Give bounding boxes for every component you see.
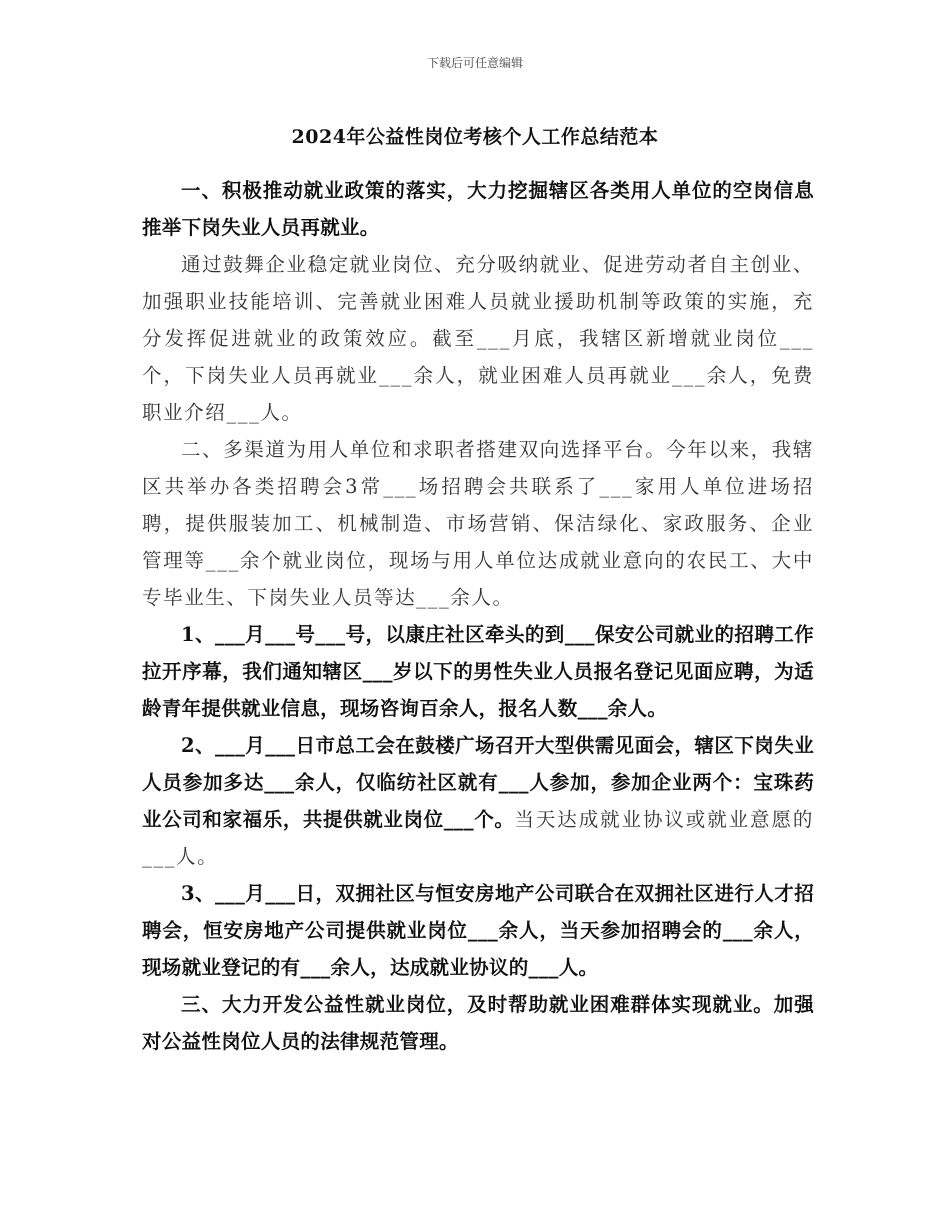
section-heading-3: 三、大力开发公益性就业岗位，及时帮助就业困难群体实现就业。加强对公益性岗位人员的法律规范管理。	[142, 993, 814, 1053]
section-heading-1: 一、积极推动就业政策的落实，大力挖掘辖区各类用人单位的空岗信息推举下岗失业人员再就业。	[142, 179, 814, 239]
paragraph-item-2-tail: 当天达成就业协议或就业意愿的___人。	[142, 808, 814, 868]
page-header: 下载后可任意编辑	[426, 56, 523, 70]
document-title: 2024年公益性岗位考核个人工作总结范本	[291, 126, 659, 148]
paragraph-item-3: 3、___月___日，双拥社区与恒安房地产公司联合在双拥社区进行人才招聘会，恒安房地产公司提供就业岗位___余人，当天参加招聘会的___余人，现场就业登记的有___余人，达成就业协议的___人。	[142, 882, 814, 979]
paragraph-section-2: 二、多渠道为用人单位和求职者搭建双向选择平台。今年以来，我辖区共举办各类招聘会3常___场招聘会共联系了___家用人单位进场招聘，提供服装加工、机械制造、市场营销、保洁绿化、家政服务、企业管理等___余个就业岗位，现场与用人单位达成就业意向的农民工、大中专毕业生、下岗失业人员等达___余人。	[142, 438, 815, 609]
document-body	[142, 172, 814, 1060]
paragraph-item-1: 1、___月___号___号，以康庄社区牵头的到___保安公司就业的招聘工作拉开序幕，我们通知辖区___岁以下的男性失业人员报名登记见面应聘，为适龄青年提供就业信息，现场咨询百余人，报名人数___余人。	[142, 623, 814, 720]
paragraph-item-2: 2、___月___日市总工会在鼓楼广场召开大型供需见面会，辖区下岗失业人员参加多达___余人，仅临纺社区就有___人参加，参加企业两个：宝珠药业公司和家福乐，共提供就业岗位___个。当天达成就业协议或就业意愿的___人。	[142, 734, 814, 868]
paragraph-policy: 通过鼓舞企业稳定就业岗位、充分吸纳就业、促进劳动者自主创业、加强职业技能培训、完善就业困难人员就业援助机制等政策的实施，充分发挥促进就业的政策效应。截至___月底，我辖区新增就业岗位___个，下岗失业人员再就业___余人，就业困难人员再就业___余人，免费职业介绍___人。	[142, 253, 815, 424]
